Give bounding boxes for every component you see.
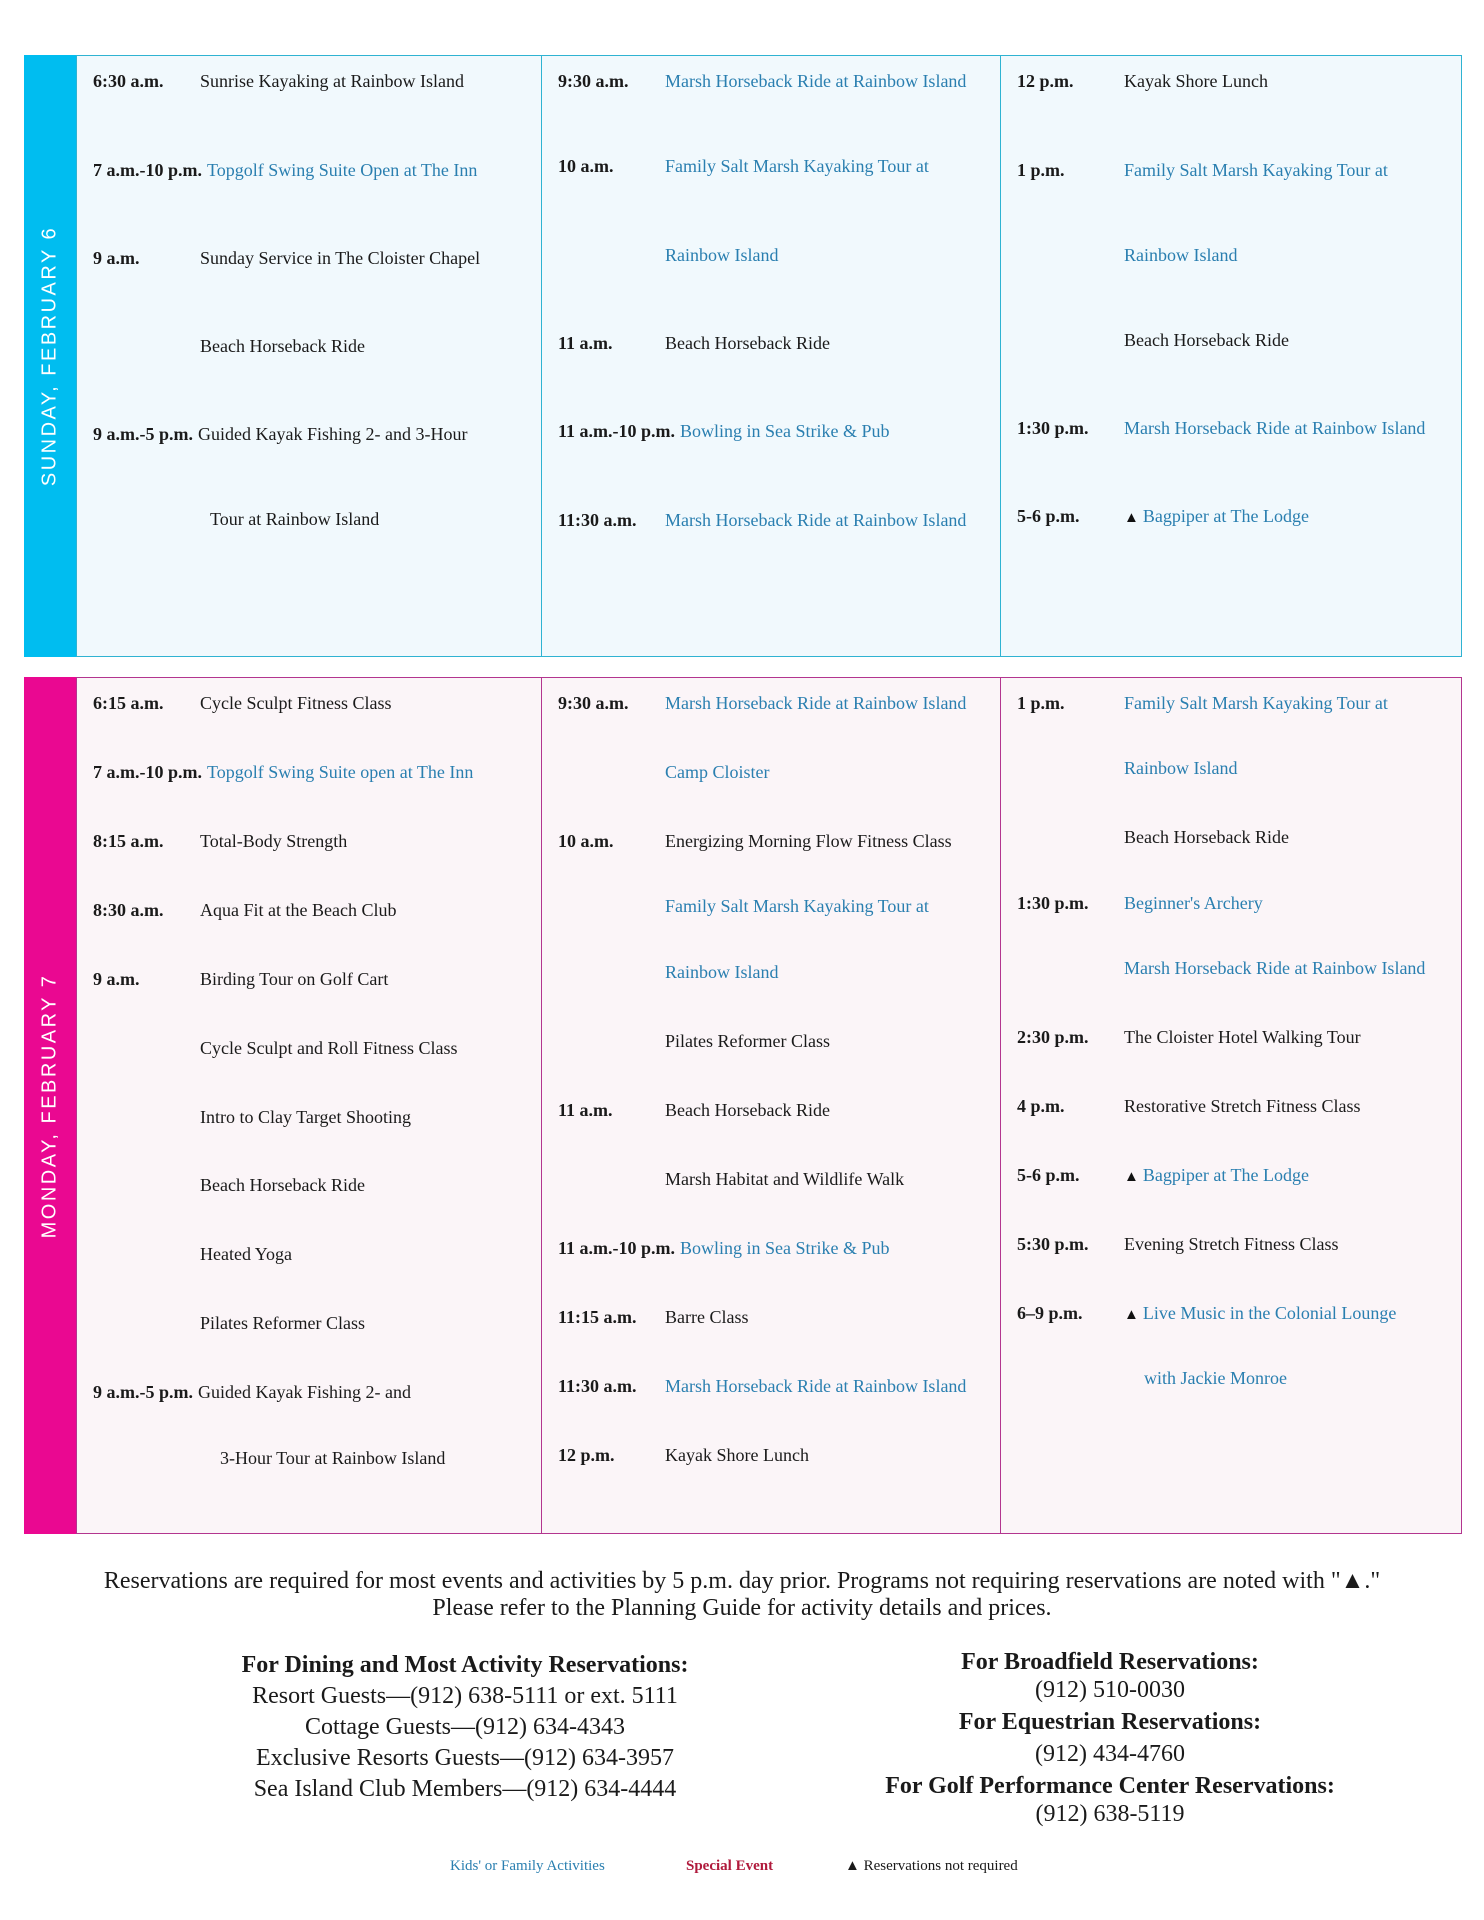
event-time: 2:30 p.m. bbox=[1017, 1027, 1089, 1047]
reservation-note bbox=[0, 1568, 1484, 1622]
list-item bbox=[93, 1106, 535, 1128]
event-time: 11:30 a.m. bbox=[558, 510, 637, 530]
event-name: Sunrise Kayaking at Rainbow Island bbox=[200, 71, 464, 91]
list-item bbox=[558, 244, 994, 266]
list-item bbox=[1017, 892, 1455, 914]
event-name: Bowling in Sea Strike & Pub bbox=[680, 421, 890, 441]
dining-contacts bbox=[215, 1650, 715, 1805]
reservation-note-line-1: Reservations are required for most events and activities by 5 p.m. day prior. Programs not requiring reservations are noted with "▲." bbox=[103, 1568, 1381, 1594]
list-item bbox=[558, 332, 994, 354]
event-time: 1:30 p.m. bbox=[1017, 893, 1089, 913]
golf-phone: (912) 638-5119 bbox=[1035, 1801, 1185, 1827]
event-name: The Cloister Hotel Walking Tour bbox=[1124, 1027, 1361, 1047]
dining-line-exclusive: Exclusive Resorts Guests—(912) 634-3957 bbox=[256, 1745, 674, 1771]
event-time: 11:30 a.m. bbox=[558, 1376, 637, 1396]
triangle-up-icon: ▲ bbox=[1124, 1307, 1139, 1323]
list-item bbox=[93, 1381, 535, 1403]
golf-heading: For Golf Performance Center Reservations: bbox=[885, 1773, 1335, 1799]
monday-day-tab bbox=[24, 677, 76, 1534]
list-item bbox=[558, 961, 994, 983]
event-name: Barre Class bbox=[665, 1307, 749, 1327]
list-item bbox=[558, 70, 994, 92]
event-name: Beach Horseback Ride bbox=[1124, 827, 1289, 847]
event-name: Cycle Sculpt Fitness Class bbox=[200, 693, 392, 713]
event-time: 4 p.m. bbox=[1017, 1096, 1065, 1116]
event-time: 11 a.m.-10 p.m. bbox=[558, 1238, 675, 1258]
event-time: 1:30 p.m. bbox=[1017, 418, 1089, 438]
list-item bbox=[1017, 1302, 1455, 1326]
list-item bbox=[1017, 70, 1455, 92]
event-time: 5-6 p.m. bbox=[1017, 1165, 1080, 1185]
event-name: Topgolf Swing Suite open at The Inn bbox=[207, 762, 474, 782]
list-item bbox=[1017, 159, 1455, 181]
list-item bbox=[93, 335, 535, 357]
monday-column-1 bbox=[77, 678, 541, 1533]
event-name: Guided Kayak Fishing 2- and 3-Hour bbox=[198, 424, 468, 444]
event-name: Guided Kayak Fishing 2- and bbox=[198, 1382, 411, 1402]
sunday-column-2 bbox=[541, 56, 1000, 656]
reservation-note-line-2: Please refer to the Planning Guide for activity details and prices. bbox=[432, 1595, 1052, 1621]
event-time: 5-6 p.m. bbox=[1017, 506, 1080, 526]
event-time: 10 a.m. bbox=[558, 156, 614, 176]
monday-grid bbox=[76, 677, 1462, 1534]
event-name: Topgolf Swing Suite Open at The Inn bbox=[207, 160, 478, 180]
event-name: Family Salt Marsh Kayaking Tour at bbox=[1124, 693, 1388, 713]
sunday-grid bbox=[76, 55, 1462, 657]
event-name: Beach Horseback Ride bbox=[665, 333, 830, 353]
event-name: 3-Hour Tour at Rainbow Island bbox=[220, 1448, 446, 1468]
other-contacts bbox=[860, 1648, 1360, 1828]
event-time: 11 a.m. bbox=[558, 1100, 613, 1120]
list-item bbox=[93, 1312, 535, 1334]
list-item bbox=[93, 899, 535, 921]
event-time: 9 a.m. bbox=[93, 248, 140, 268]
event-name: Beach Horseback Ride bbox=[665, 1100, 830, 1120]
dining-line-resort: Resort Guests—(912) 638-5111 or ext. 5111 bbox=[252, 1683, 678, 1709]
event-time: 11 a.m. bbox=[558, 333, 613, 353]
sunday-column-3 bbox=[1000, 56, 1461, 656]
event-name: Heated Yoga bbox=[200, 1244, 292, 1264]
event-name: Sunday Service in The Cloister Chapel bbox=[200, 248, 481, 268]
legend-no-reservation: ▲ Reservations not required bbox=[845, 1858, 1018, 1874]
event-name: Marsh Horseback Ride at Rainbow Island bbox=[665, 71, 967, 91]
event-name: Rainbow Island bbox=[1124, 758, 1238, 778]
list-item bbox=[1017, 329, 1455, 351]
list-item bbox=[1017, 1367, 1455, 1389]
event-time: 9:30 a.m. bbox=[558, 71, 629, 91]
event-name: Rainbow Island bbox=[665, 245, 779, 265]
list-item bbox=[1017, 826, 1455, 848]
list-item bbox=[1017, 244, 1455, 266]
event-time: 7 a.m.-10 p.m. bbox=[93, 160, 202, 180]
event-time: 11 a.m.-10 p.m. bbox=[558, 421, 675, 441]
list-item bbox=[558, 830, 994, 852]
list-item bbox=[93, 70, 535, 92]
dining-line-club: Sea Island Club Members—(912) 634-4444 bbox=[253, 1776, 677, 1802]
event-name: Live Music in the Colonial Lounge bbox=[1142, 1303, 1397, 1323]
list-item bbox=[1017, 1233, 1455, 1255]
list-item bbox=[558, 155, 994, 177]
event-name: Rainbow Island bbox=[665, 962, 779, 982]
event-name: Intro to Clay Target Shooting bbox=[200, 1107, 412, 1127]
event-time: 9 a.m.-5 p.m. bbox=[93, 1382, 193, 1402]
list-item bbox=[93, 423, 535, 445]
event-name: Bagpiper at The Lodge bbox=[1142, 506, 1309, 526]
list-item bbox=[1017, 417, 1455, 439]
event-name: Cycle Sculpt and Roll Fitness Class bbox=[200, 1038, 458, 1058]
monday-column-2 bbox=[541, 678, 1000, 1533]
list-item bbox=[1017, 1164, 1455, 1188]
event-time: 9 a.m.-5 p.m. bbox=[93, 424, 193, 444]
list-item bbox=[93, 159, 535, 181]
triangle-up-icon: ▲ bbox=[1124, 510, 1139, 526]
list-item bbox=[93, 968, 535, 990]
list-item bbox=[558, 1306, 994, 1328]
sunday-schedule bbox=[24, 55, 1462, 657]
event-name: Marsh Habitat and Wildlife Walk bbox=[665, 1169, 905, 1189]
event-name: Beach Horseback Ride bbox=[200, 336, 365, 356]
list-item bbox=[93, 1447, 535, 1469]
broadfield-heading: For Broadfield Reservations: bbox=[961, 1649, 1259, 1675]
sunday-column-1 bbox=[77, 56, 541, 656]
event-time: 7 a.m.-10 p.m. bbox=[93, 762, 202, 782]
list-item bbox=[558, 1375, 994, 1397]
event-name: Beach Horseback Ride bbox=[200, 1175, 365, 1195]
list-item bbox=[558, 692, 994, 714]
event-name: Aqua Fit at the Beach Club bbox=[200, 900, 397, 920]
event-name: Pilates Reformer Class bbox=[665, 1031, 830, 1051]
event-name: Marsh Horseback Ride at Rainbow Island bbox=[665, 693, 967, 713]
event-name: Beginner's Archery bbox=[1124, 893, 1263, 913]
list-item bbox=[558, 1099, 994, 1121]
list-item bbox=[558, 1444, 994, 1466]
event-name: Marsh Horseback Ride at Rainbow Island bbox=[1124, 958, 1426, 978]
event-name: Rainbow Island bbox=[1124, 245, 1238, 265]
dining-line-cottage: Cottage Guests—(912) 634-4343 bbox=[305, 1714, 625, 1740]
broadfield-phone: (912) 510-0030 bbox=[1035, 1677, 1185, 1703]
event-name: Tour at Rainbow Island bbox=[210, 509, 380, 529]
event-name: Birding Tour on Golf Cart bbox=[200, 969, 389, 989]
list-item bbox=[93, 1174, 535, 1196]
event-name: Bowling in Sea Strike & Pub bbox=[680, 1238, 890, 1258]
event-name: Kayak Shore Lunch bbox=[665, 1445, 809, 1465]
list-item bbox=[1017, 957, 1455, 979]
list-item bbox=[558, 1168, 994, 1190]
event-time: 10 a.m. bbox=[558, 831, 614, 851]
event-name: Kayak Shore Lunch bbox=[1124, 71, 1268, 91]
list-item bbox=[558, 1030, 994, 1052]
event-time: 12 p.m. bbox=[558, 1445, 615, 1465]
event-time: 12 p.m. bbox=[1017, 71, 1074, 91]
sunday-day-label: SUNDAY, FEBRUARY 6 bbox=[38, 225, 61, 487]
equestrian-heading: For Equestrian Reservations: bbox=[958, 1709, 1262, 1735]
event-name: Family Salt Marsh Kayaking Tour at bbox=[665, 156, 929, 176]
sunday-day-tab bbox=[24, 55, 76, 657]
event-name: Marsh Horseback Ride at Rainbow Island bbox=[665, 510, 967, 530]
event-name: Evening Stretch Fitness Class bbox=[1124, 1234, 1339, 1254]
triangle-up-icon: ▲ bbox=[1124, 1169, 1139, 1185]
event-time: 11:15 a.m. bbox=[558, 1307, 637, 1327]
event-time: 9 a.m. bbox=[93, 969, 140, 989]
event-name: Restorative Stretch Fitness Class bbox=[1124, 1096, 1361, 1116]
list-item bbox=[1017, 1026, 1455, 1048]
event-name: Marsh Horseback Ride at Rainbow Island bbox=[665, 1376, 967, 1396]
list-item bbox=[1017, 692, 1455, 714]
list-item bbox=[93, 508, 535, 530]
event-name: Family Salt Marsh Kayaking Tour at bbox=[1124, 160, 1388, 180]
list-item bbox=[93, 1037, 535, 1059]
event-name: with Jackie Monroe bbox=[1144, 1368, 1287, 1388]
list-item bbox=[93, 1243, 535, 1265]
event-name: Camp Cloister bbox=[665, 762, 770, 782]
legend-kids-family: Kids' or Family Activities bbox=[450, 1858, 605, 1874]
event-name: Pilates Reformer Class bbox=[200, 1313, 365, 1333]
event-time: 8:15 a.m. bbox=[93, 831, 164, 851]
list-item bbox=[1017, 505, 1455, 529]
equestrian-phone: (912) 434-4760 bbox=[1035, 1741, 1185, 1767]
event-name: Total-Body Strength bbox=[200, 831, 348, 851]
event-time: 5:30 p.m. bbox=[1017, 1234, 1089, 1254]
list-item bbox=[93, 692, 535, 714]
event-time: 8:30 a.m. bbox=[93, 900, 164, 920]
event-time: 9:30 a.m. bbox=[558, 693, 629, 713]
event-name: Bagpiper at The Lodge bbox=[1142, 1165, 1309, 1185]
list-item bbox=[1017, 1095, 1455, 1117]
event-name: Family Salt Marsh Kayaking Tour at bbox=[665, 896, 929, 916]
monday-schedule bbox=[24, 677, 1462, 1534]
event-time: 1 p.m. bbox=[1017, 160, 1065, 180]
list-item bbox=[93, 830, 535, 852]
list-item bbox=[93, 761, 535, 783]
dining-heading: For Dining and Most Activity Reservations: bbox=[241, 1652, 689, 1678]
list-item bbox=[93, 247, 535, 269]
event-time: 6:15 a.m. bbox=[93, 693, 164, 713]
event-time: 6–9 p.m. bbox=[1017, 1303, 1083, 1323]
list-item bbox=[558, 509, 994, 531]
event-time: 1 p.m. bbox=[1017, 693, 1065, 713]
list-item bbox=[558, 895, 994, 917]
list-item bbox=[1017, 757, 1455, 779]
monday-column-3 bbox=[1000, 678, 1461, 1533]
event-name: Marsh Horseback Ride at Rainbow Island bbox=[1124, 418, 1426, 438]
list-item bbox=[558, 420, 994, 442]
monday-day-label: MONDAY, FEBRUARY 7 bbox=[38, 973, 61, 1238]
list-item bbox=[558, 1237, 994, 1259]
legend-special-event: Special Event bbox=[686, 1858, 774, 1874]
event-name: Energizing Morning Flow Fitness Class bbox=[665, 831, 952, 851]
list-item bbox=[558, 761, 994, 783]
event-time: 6:30 a.m. bbox=[93, 71, 164, 91]
event-name: Beach Horseback Ride bbox=[1124, 330, 1289, 350]
